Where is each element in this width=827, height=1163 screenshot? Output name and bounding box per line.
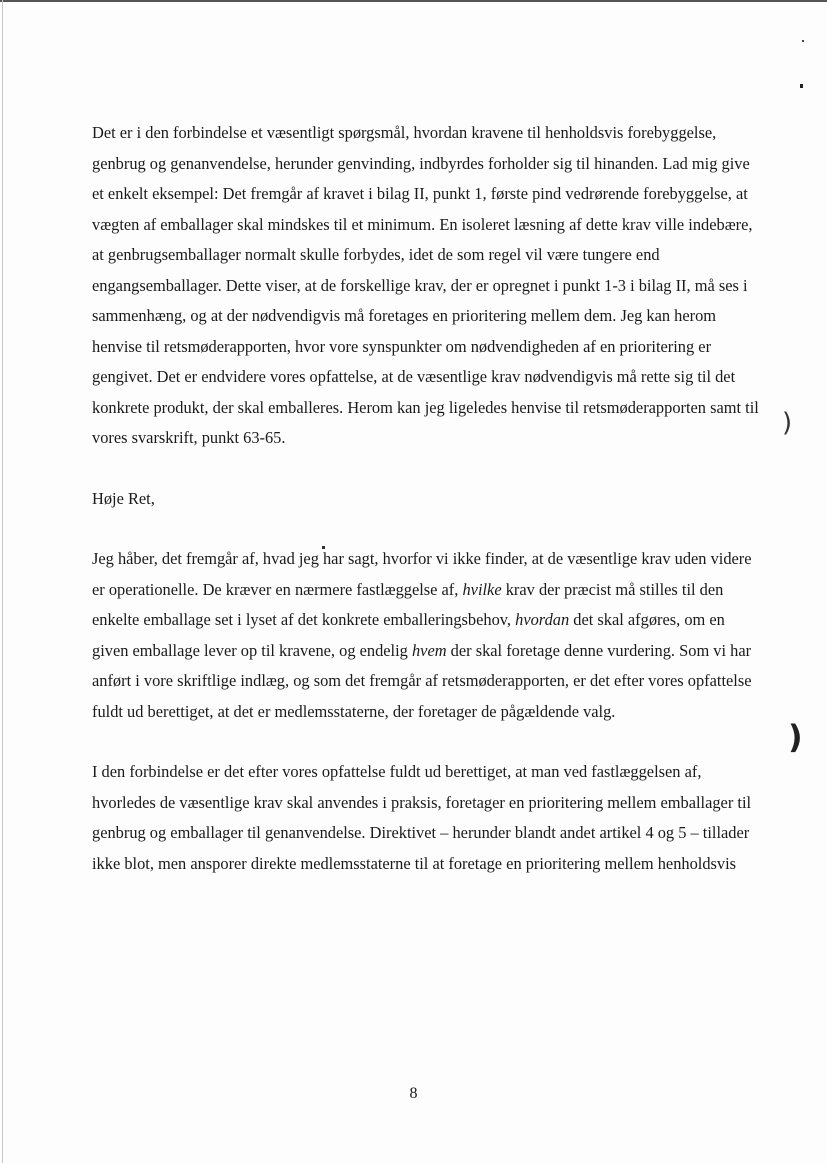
page-number: 8 bbox=[409, 1085, 418, 1102]
salutation: Høje Ret, bbox=[92, 488, 155, 508]
scan-speck bbox=[802, 40, 804, 42]
italic-hvem: hvem bbox=[411, 640, 447, 660]
paragraph-3: I den forbindelse er det efter vores opfattelse fuldt ud berettiget, at man ved fastlæggelsen af, hvorledes de væsentlige krav skal anvendes i praksis, foretager en prioritering mellem emballager til genbrug og emballager til genanvendelse. Direktivet – herunder blandt andet artikel 4 og 5 – tillader ikke blot, men ansporer direkte medlemsstaterne til at foretage en prioritering mellem henholdsvis bbox=[92, 762, 752, 873]
italic-hvilke: hvilke bbox=[462, 579, 502, 599]
paragraph-2 bbox=[92, 544, 762, 727]
scan-left-edge bbox=[2, 0, 3, 1163]
document-body bbox=[92, 118, 762, 879]
paragraph-2-part-4: der skal foretage denne vurdering. Som vi har anført i vore skriftlige indlæg, og som det fremgår af retsmøderapporten, er det efter vores opfattelse fuldt ud berettiget, at det er medlemsstaterne, der foretager de pågældende valg. bbox=[92, 640, 752, 721]
margin-bracket-mark: ) bbox=[782, 408, 793, 438]
italic-hvordan: hvordan bbox=[515, 610, 570, 629]
paragraph-2-part-1: Jeg håber, det fremgår af, hvad jeg har sagt, hvorfor vi ikke finder, at de væsentlige krav uden videre er operationelle. De kræver en nærmere fastlæggelse af, bbox=[92, 549, 752, 599]
scan-speck bbox=[800, 84, 803, 88]
margin-bracket-mark-bold: ) bbox=[788, 718, 803, 756]
paragraph-2-part-3: det skal afgøres, om en given emballage lever op til kravene, og endelig bbox=[92, 610, 725, 660]
scan-speck bbox=[322, 546, 325, 549]
paragraph-2-part-2: krav der præcist må stilles til den enkelte emballage set i lyset af det konkrete emballeringsbehov, bbox=[92, 579, 724, 629]
scan-top-edge bbox=[0, 0, 827, 2]
paragraph-1: Det er i den forbindelse et væsentligt spørgsmål, hvordan kravene til henholdsvis forebyggelse, genbrug og genanvendelse, herunder genvinding, indbyrdes forholder sig til hinanden. Lad mig give et enkelt eksempel: Det fremgår af kravet i bilag II, punkt 1, første pind vedrørende forebyggelse, at vægten af emballager skal mindskes til et minimum. En isoleret læsning af dette krav ville indebære, at genbrugsemballager normalt skulle forbydes, idet de som regel vil være tungere end engangsemballager. Dette viser, at de forskellige krav, der er opregnet i punkt 1-3 i bilag II, må ses i sammenhæng, og at der nødvendigvis må foretages en prioritering mellem dem. Jeg kan herom henvise til retsmøderapporten, hvor vore synspunkter om nødvendigheden af en prioritering er gengivet. Det er endvidere vores opfattelse, at de væsentlige krav nødvendigvis må rette sig til det konkrete produkt, der skal emballeres. Herom kan jeg ligeledes henvise til retsmøderapporten samt til vores svarskrift, punkt 63-65. bbox=[92, 123, 759, 447]
